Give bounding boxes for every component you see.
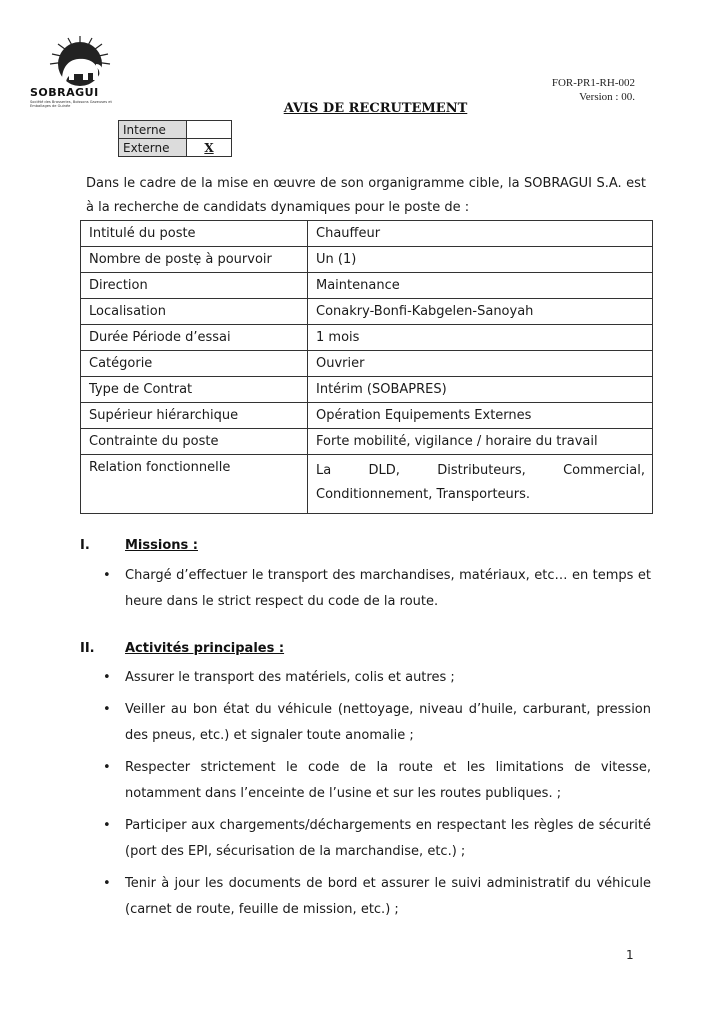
intro-paragraph: Dans le cadre de la mise en œuvre de son organigramme cible, la SOBRAGUI S.A. est à la recherche de candidats dynamiques pour le poste de : [86, 176, 646, 215]
section-number: I. [80, 538, 90, 553]
internal-label: Interne [119, 121, 187, 139]
table-row [81, 273, 653, 299]
row-label: Direction [81, 273, 308, 299]
table-row [81, 455, 653, 514]
recruitment-type-internal-row [119, 121, 232, 139]
list-item [103, 563, 651, 615]
job-info-table-body [81, 221, 653, 514]
bullet-icon: • [103, 760, 111, 775]
row-value: Conakry-Bonfi-Kabgelen-Sanoyah [308, 299, 653, 325]
section-title: Missions : [125, 538, 198, 553]
row-value: Chauffeur [308, 221, 653, 247]
list-item [103, 665, 651, 691]
list-item-text: Participer aux chargements/déchargements en respectant les règles de sécurité (port des EPI, sécurisation de la marchandise, etc.) ; [125, 818, 651, 859]
document-title: AVIS DE RECRUTEMENT [283, 101, 468, 116]
table-row [81, 377, 653, 403]
table-row [81, 429, 653, 455]
list-item [103, 871, 651, 923]
row-value [308, 455, 653, 514]
internal-mark [187, 121, 232, 139]
table-row [81, 221, 653, 247]
list-item-text: Assurer le transport des matériels, colis et autres ; [125, 670, 455, 685]
missions-list [103, 563, 651, 615]
table-row [81, 351, 653, 377]
elephant-emblem-icon [48, 34, 112, 88]
row-label: Contrainte du poste [81, 429, 308, 455]
row-label: Type de Contrat [81, 377, 308, 403]
row-label: Catégorie [81, 351, 308, 377]
document-version: Version : 00. [579, 91, 635, 103]
logo-tagline: Société des Brasseries, Boissons Gazeuses et Emballages de Guinée [30, 100, 112, 109]
bullet-icon: • [103, 818, 111, 833]
row-value: Opération Equipements Externes [308, 403, 653, 429]
row-label: Nombre de postẹ à pourvoir [81, 247, 308, 273]
bullet-icon: • [103, 568, 111, 583]
section-heading-activities [80, 641, 284, 656]
external-mark: X [187, 139, 232, 157]
table-row [81, 299, 653, 325]
row-label: Durée Période d’essai [81, 325, 308, 351]
list-item-text: Chargé d’effectuer le transport des marchandises, matériaux, etc… en temps et heure dans le strict respect du code de la route. [125, 568, 651, 609]
bullet-icon: • [103, 876, 111, 891]
row-value: Ouvrier [308, 351, 653, 377]
row-value: Un (1) [308, 247, 653, 273]
table-row [81, 403, 653, 429]
external-label: Externe [119, 139, 187, 157]
section-title: Activités principales : [125, 641, 285, 656]
bullet-icon: • [103, 702, 111, 717]
list-item [103, 813, 651, 865]
activities-list [103, 665, 651, 923]
row-label: Intitulé du poste [81, 221, 308, 247]
row-value: Maintenance [308, 273, 653, 299]
job-info-table [80, 220, 653, 514]
list-item-text: Tenir à jour les documents de bord et assurer le suivi administratif du véhicule (carnet de route, feuille de mission, etc.) ; [125, 876, 651, 917]
section-heading-missions [80, 538, 198, 553]
page-number: 1 [626, 948, 634, 962]
row-value: Forte mobilité, vigilance / horaire du travail [308, 429, 653, 455]
list-item-text: Respecter strictement le code de la route et les limitations de vitesse, notamment dans l’enceinte de l’usine et sur les routes publiques. ; [125, 760, 651, 801]
row-label: Relation fonctionnelle [81, 455, 308, 514]
list-item-text: Veiller au bon état du véhicule (nettoyage, niveau d’huile, carburant, pression des pneus, etc.) et signaler toute anomalie ; [125, 702, 651, 743]
recruitment-type-external-row [119, 139, 232, 157]
list-item [103, 697, 651, 749]
row-label: Supérieur hiérarchique [81, 403, 308, 429]
document-code: FOR-PR1-RH-002 [551, 77, 635, 89]
table-row [81, 325, 653, 351]
section-number: II. [80, 641, 95, 656]
document-reference [552, 76, 635, 104]
bullet-icon: • [103, 670, 111, 685]
list-item [103, 755, 651, 807]
recruitment-type-table [118, 120, 232, 157]
row-value: Intérim (SOBAPRES) [308, 377, 653, 403]
table-row [81, 247, 653, 273]
row-value-line: La DLD, Distributeurs, Commercial, [316, 463, 645, 478]
row-value: 1 mois [308, 325, 653, 351]
row-value-line: Conditionnement, Transporteurs. [316, 487, 531, 502]
logo-wordmark: SOBRAGUI [30, 86, 99, 99]
row-label: Localisation [81, 299, 308, 325]
